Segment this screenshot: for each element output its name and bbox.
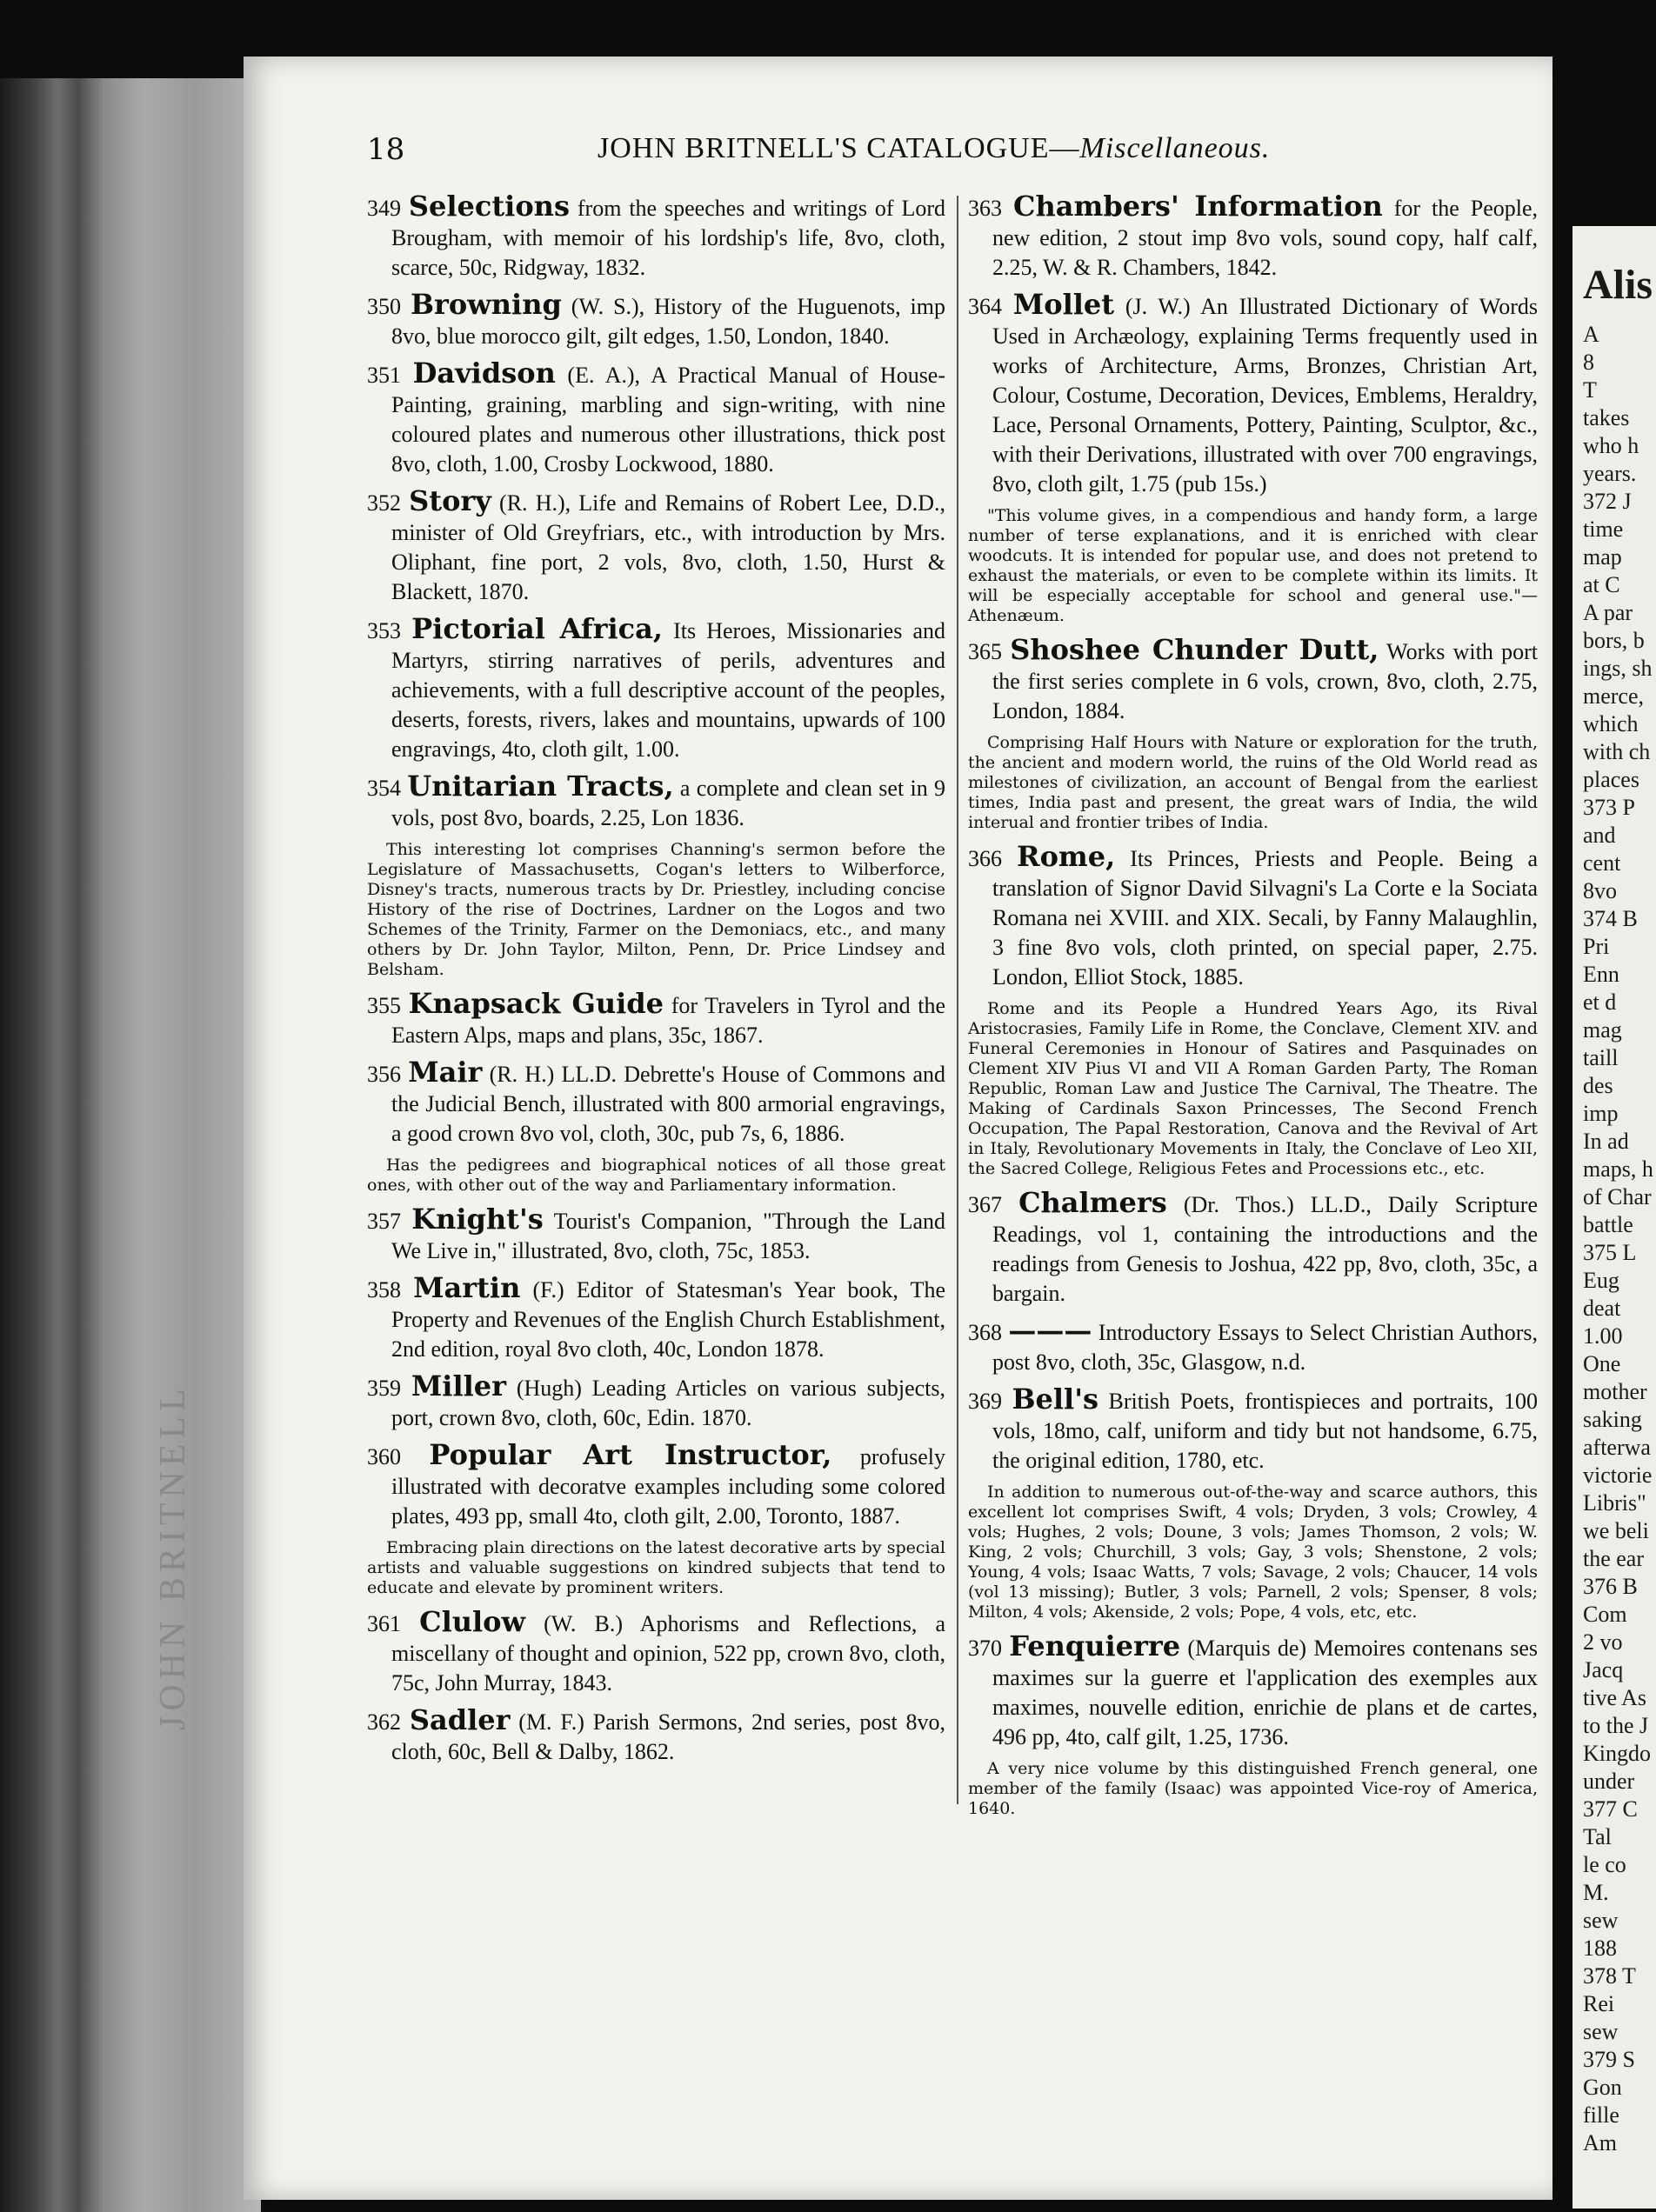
entry-number: 370 (968, 1636, 1002, 1661)
adjacent-page-fragment: 1.00 (1583, 1323, 1623, 1349)
adjacent-page-fragment: Libris" (1583, 1490, 1646, 1516)
adjacent-page-fragment: Pri (1583, 934, 1610, 959)
entry-heading: Browning (410, 288, 562, 321)
adjacent-page-fragment: Tal (1583, 1824, 1612, 1849)
catalogue-entry (367, 290, 945, 351)
adjacent-page-fragment: places (1583, 767, 1639, 792)
adjacent-page-fragment: sew (1583, 1908, 1619, 1933)
entry-number: 362 (367, 1709, 401, 1735)
catalogue-entry (968, 191, 1538, 283)
adjacent-page-fragment: deat (1583, 1296, 1621, 1321)
adjacent-page-fragment: 379 S (1583, 2047, 1635, 2072)
entry-heading: Mollet (1012, 288, 1115, 321)
adjacent-page-fragment: One (1583, 1351, 1621, 1376)
entry-text: profusely illustrated with decoratve examples including some colored plates, 493 pp, small 4to, cloth gilt, 2.00, Toronto, 1887. (391, 1444, 946, 1529)
entry-heading: Knapsack Guide (408, 987, 664, 1020)
entry-text: from the speeches and writings of Lord Brougham, with memoir of his lordship's life, 8vo, cloth, scarce, 50c, Ridgway, 1832. (391, 196, 946, 280)
adjacent-page-fragment: Eug (1583, 1268, 1619, 1293)
adjacent-page-fragment: time (1583, 516, 1624, 542)
adjacent-page-fragment: Alis (1583, 262, 1653, 308)
adjacent-page-fragment: which (1583, 711, 1639, 736)
adjacent-page-fragment: A par (1583, 600, 1633, 625)
adjacent-page-fragment: afterwa (1583, 1435, 1651, 1460)
entry-text: (E. A.), A Practical Manual of House-Painting, graining, marbling and sign-writing, with nine coloured plates and numerous other illustrations, thick post 8vo, cloth, 1.00, Crosby Lockwood, 1880. (391, 363, 946, 476)
entry-number: 365 (968, 639, 1002, 664)
entry-text: (W. B.) Aphorisms and Reflections, a miscellany of thought and opinion, 522 pp, crown 8vo, cloth, 75c, John Murray, 1843. (391, 1611, 946, 1696)
adjacent-page-fragment: years. (1583, 461, 1637, 486)
page-number: 18 (367, 132, 405, 167)
adjacent-page-fragment: 2 vo (1583, 1629, 1623, 1655)
adjacent-page-fragment: 378 T (1583, 1963, 1636, 1989)
entry-text: Its Heroes, Missionaries and Martyrs, stirring narratives of perils, adventures and achievements, with a full descriptive account of the peoples, deserts, forests, rivers, lakes and mountains, upwards of 100 engravings, 4to, cloth gilt, 1.00. (391, 618, 945, 762)
entry-number: 356 (367, 1062, 401, 1087)
adjacent-page-fragment: cent (1583, 850, 1621, 876)
entry-note: Embracing plain directions on the latest decorative arts by special artists and valuable suggestions on kindred subjects that tend to educate and elevate by prominent writers. (367, 1538, 945, 1597)
catalogue-entry (968, 290, 1538, 499)
running-title-italic: Miscellaneous. (1079, 132, 1271, 164)
entry-heading: Clulow (419, 1605, 526, 1638)
adjacent-page-fragment: maps, h (1583, 1156, 1653, 1182)
adjacent-page-fragment: the ear (1583, 1546, 1645, 1571)
adjacent-page-fragment: 8vo (1583, 878, 1617, 903)
entry-heading: Bell's (1012, 1382, 1099, 1416)
entry-heading: Shoshee Chunder Dutt, (1010, 633, 1379, 666)
catalogue-entry (968, 1188, 1538, 1309)
adjacent-page-fragment: le co (1583, 1852, 1626, 1877)
adjacent-page-fragment: fille (1583, 2102, 1619, 2128)
catalogue-entry (367, 989, 945, 1050)
entry-number: 368 (968, 1320, 1002, 1345)
adjacent-page-fragment: Kingdo (1583, 1741, 1651, 1766)
adjacent-page-fragment: 377 C (1583, 1796, 1638, 1822)
adjacent-page-fragment: taill (1583, 1045, 1619, 1070)
adjacent-page-fragment: and (1583, 823, 1616, 848)
entry-number: 360 (367, 1444, 401, 1469)
adjacent-page-fragment: et d (1583, 989, 1617, 1015)
catalogue-entry (968, 842, 1538, 992)
entry-heading: Selections (408, 190, 570, 223)
entry-note: "This volume gives, in a compendious and handy form, a large number of terse explanations, and it is enriched with clear woodcuts. It is intended for popular use, and does not pretend to exhaust the materials, or even to be complete within its limits. It will be especially acceptable for school and general use."—Athenæum. (968, 506, 1538, 625)
page-header (367, 132, 1532, 176)
entry-text: (F.) Editor of Statesman's Year book, The Property and Revenues of the English Church Establishment, 2nd edition, royal 8vo cloth, 40c, London 1878. (391, 1277, 945, 1362)
adjacent-page-fragment: takes (1583, 405, 1630, 430)
adjacent-page-fragment: tive As (1583, 1685, 1646, 1710)
entry-text: a complete and clean set in 9 vols, post 8vo, boards, 2.25, Lon 1836. (391, 776, 945, 830)
catalogue-entry (968, 1631, 1538, 1752)
adjacent-page-fragment: of Char (1583, 1184, 1652, 1209)
adjacent-page-fragment: ings, sh (1583, 656, 1653, 681)
entry-note: This interesting lot comprises Channing's sermon before the Legislature of Massachusetts, Cogan's letters to Wilberforce, Disney's tracts, numerous tracts by Dr. Priestley, including concise History of the rise of Doctrines, Lardner on the Logos and two Schemes of the Trinity, Farmer on the Demoniacs, etc., and many others by Dr. John Taylor, Milton, Penn, Dr. Price Lindsey and Belsham. (367, 840, 945, 979)
entry-note: Comprising Half Hours with Nature or exploration for the truth, the ancient and modern world, the ruins of the Old World read as milestones of civilization, an account of Bengal from the earliest times, India past and present, the great wars of India, the wild interual and frontier tribes of India. (968, 733, 1538, 832)
entry-number: 359 (367, 1376, 401, 1401)
catalogue-entry (367, 486, 945, 607)
adjacent-page-fragment: 375 L (1583, 1240, 1637, 1265)
adjacent-page-fragment: who h (1583, 433, 1639, 458)
adjacent-page-fragment: at C (1583, 572, 1620, 597)
entry-text: (M. F.) Parish Sermons, 2nd series, post 8vo, cloth, 60c, Bell & Dalby, 1862. (391, 1709, 946, 1764)
catalogue-entry (367, 191, 945, 283)
adjacent-page-fragment: Com (1583, 1602, 1627, 1627)
entry-text: for Travelers in Tyrol and the Eastern Alps, maps and plans, 35c, 1867. (391, 993, 946, 1048)
adjacent-page-fragment: Enn (1583, 962, 1619, 987)
adjacent-page-fragment: M. (1583, 1880, 1609, 1905)
running-title-text: JOHN BRITNELL'S CATALOGUE— (598, 132, 1080, 164)
adjacent-page-fragment: 374 B (1583, 906, 1638, 931)
entry-note: A very nice volume by this distinguished French general, one member of the family (Isaac) was appointed Vice-roy of America, 1640. (968, 1759, 1538, 1818)
entry-heading: Fenquierre (1009, 1629, 1181, 1662)
adjacent-page-fragment: map (1583, 544, 1622, 570)
entry-number: 363 (968, 196, 1002, 221)
entry-heading: Unitarian Tracts, (407, 770, 674, 803)
entry-text: (Marquis de) Memoires contenans ses maximes sur la guerre et l'application des exemples aux maximes, nouvelle edition, enrichie de plans et de cartes, 496 pp, 4to, calf gilt, 1.25, 1736. (992, 1636, 1538, 1749)
entry-heading: Davidson (412, 356, 556, 390)
entry-number: 358 (367, 1277, 401, 1303)
entry-heading: Chambers' Information (1013, 190, 1383, 223)
entry-note: Rome and its People a Hundred Years Ago, its Rival Aristocrasies, Family Life in Rome, the Conclave, Clement XIV. and Funeral Ceremonies in Honour of Satires and Pasquinades on Clement XIV Pius VI and VII A Roman Garden Party, The Roman Republic, Roman Law and Justice The Carnival, The Theatre. The Making of Cardinals Saxon Princesses, The Second French Occupation, The Papal Restoration, Canova and the Revival of Art in Italy, Revolutionary Movements in Italy, the Conclave of Leo XII, the Sacred College, Religious Fetes and Processions etc., etc. (968, 999, 1538, 1178)
entry-heading: Story (409, 484, 491, 517)
entry-text: (Hugh) Leading Articles on various subjects, port, crown 8vo, cloth, 60c, Edin. 1870. (391, 1376, 946, 1430)
entry-number: 350 (367, 294, 401, 319)
adjacent-page-fragment: sew (1583, 2019, 1619, 2044)
entry-number: 354 (367, 776, 401, 801)
catalogue-entry (367, 1371, 945, 1433)
entry-text: (J. W.) An Illustrated Dictionary of Words Used in Archæology, explaining Terms frequently used in works of Architecture, Arms, Bronzes, Christian Art, Colour, Costume, Decoration, Devices, Emblems, Heraldry, Lace, Personal Ornaments, Pottery, Painting, Sculptor, &c., with their Derivations, illustrated with over 700 engravings, 8vo, cloth gilt, 1.75 (pub 15s.) (992, 294, 1539, 496)
entry-heading: Sadler (409, 1703, 511, 1736)
entry-note: Has the pedigrees and biographical notices of all those great ones, with other out of the way and Parliamentary information. (367, 1156, 945, 1195)
column-divider (957, 196, 958, 1804)
adjacent-page-fragment: battle (1583, 1212, 1633, 1237)
catalogue-entry (367, 1057, 945, 1149)
adjacent-page-fragment: we beli (1583, 1518, 1649, 1543)
entry-note: In addition to numerous out-of-the-way and scarce authors, this excellent lot comprises Swift, 4 vols; Dryden, 3 vols; Crowley, 4 vols; Hughes, 2 vols; Doune, 3 vols; James Thomson, 2 vols; W. King, 2 vols; Churchill, 3 vols; Gay, 3 vols; Shenstone, 2 vols; Young, 4 vols; Isaac Watts, 7 vols; Savage, 2 vols; Chaucer, 14 vols (vol 13 missing); Butler, 3 vols; Parnell, 2 vols; Spenser, 8 vols; Milton, 4 vols; Akenside, 2 vols; Pope, 4 vols, etc, etc. (968, 1482, 1538, 1622)
entry-text: Its Princes, Priests and People. Being a translation of Signor David Silvagni's La Corte e la Sociata Romana nei XVIII. and XIX. Secali, by Fanny Malaughlin, 3 fine 8vo vols, cloth printed, on special paper, 2.75. London, Elliot Stock, 1885. (992, 846, 1538, 989)
entry-heading: ——— (1008, 1314, 1092, 1347)
adjacent-page-fragment: saking (1583, 1407, 1642, 1432)
adjacent-page-fragment: 188 (1583, 1936, 1617, 1961)
catalogue-entry (968, 1384, 1538, 1476)
adjacent-page (1573, 226, 1656, 2209)
adjacent-page-fragment: imp (1583, 1101, 1619, 1126)
catalogue-entry (968, 635, 1538, 726)
entry-heading: Rome, (1016, 840, 1116, 873)
catalogue-entry (367, 1273, 945, 1364)
entry-text: (Dr. Thos.) LL.D., Daily Scripture Readings, vol 1, containing the introductions and the readings from Genesis to Joshua, 422 pp, 8vo, cloth, 35c, a bargain. (992, 1192, 1539, 1306)
adjacent-page-fragment: to the J (1583, 1713, 1649, 1738)
entry-text: (R. H.), Life and Remains of Robert Lee, D.D., minister of Old Greyfriars, etc., with introduction by Mrs. Oliphant, fine port, 2 vols, 8vo, cloth, 1.50, Hurst & Blackett, 1870. (391, 490, 946, 604)
adjacent-page-fragment: 8 (1583, 350, 1594, 375)
entry-number: 361 (367, 1611, 401, 1636)
entry-text: (W. S.), History of the Huguenots, imp 8vo, blue morocco gilt, gilt edges, 1.50, London, 1840. (391, 294, 946, 349)
entry-text: British Poets, frontispieces and portraits, 100 vols, 18mo, calf, uniform and tidy but not handsome, 6.75, the original edition, 1780, etc. (992, 1389, 1539, 1473)
adjacent-page-fragment: T (1583, 377, 1597, 403)
adjacent-page-fragment: mag (1583, 1017, 1622, 1043)
book-edge (0, 78, 261, 2212)
catalogue-entry (367, 1440, 945, 1531)
adjacent-page-fragment: In ad (1583, 1129, 1629, 1154)
catalogue-entry (367, 358, 945, 479)
adjacent-page-fragment: under (1583, 1769, 1635, 1794)
entry-heading: Mair (408, 1056, 483, 1089)
catalogue-entry (367, 614, 945, 764)
entry-text: (R. H.) LL.D. Debrette's House of Commons and the Judicial Bench, illustrated with 800 armorial engravings, a good crown 8vo vol, cloth, 30c, pub 7s, 6, 1886. (391, 1062, 946, 1146)
right-column (968, 191, 1538, 1828)
entry-text: for the People, new edition, 2 stout imp 8vo vols, sound copy, half calf, 2.25, W. & R. Chambers, 1842. (992, 196, 1539, 280)
adjacent-page-fragment: des (1583, 1073, 1613, 1098)
entry-heading: Popular Art Instructor, (429, 1438, 832, 1471)
entry-number: 351 (367, 363, 401, 388)
catalogue-entry (367, 1204, 945, 1266)
adjacent-page-fragment: 372 J (1583, 489, 1632, 514)
adjacent-page-fragment: merce, (1583, 683, 1645, 709)
adjacent-page-fragment: mother (1583, 1379, 1647, 1404)
catalogue-entry (968, 1316, 1538, 1377)
left-column (367, 191, 945, 1774)
entry-heading: Pictorial Africa, (411, 612, 663, 645)
entry-number: 349 (367, 196, 401, 221)
entry-heading: Miller (411, 1369, 506, 1402)
adjacent-page-fragment: Am (1583, 2130, 1617, 2155)
adjacent-page-fragment: with ch (1583, 739, 1651, 764)
entry-number: 367 (968, 1192, 1002, 1217)
entry-heading: Chalmers (1018, 1186, 1167, 1219)
entry-number: 357 (367, 1209, 401, 1234)
adjacent-page-fragment: bors, b (1583, 628, 1645, 653)
entry-text: Works with port the first series complete in 6 vols, crown, 8vo, cloth, 2.75, London, 1884. (992, 639, 1539, 723)
catalogue-entry (367, 771, 945, 833)
catalogue-entry (367, 1705, 945, 1767)
catalogue-entry (367, 1607, 945, 1698)
adjacent-page-fragment: A (1583, 322, 1599, 347)
adjacent-page-fragment: 373 P (1583, 795, 1635, 820)
adjacent-page-fragment: 376 B (1583, 1574, 1638, 1599)
entry-number: 364 (968, 294, 1002, 319)
adjacent-page-fragment: victorie (1583, 1462, 1653, 1488)
entry-number: 352 (367, 490, 401, 516)
entry-number: 366 (968, 846, 1002, 871)
adjacent-page-fragment: Rei (1583, 1991, 1615, 2016)
entry-heading: Martin (413, 1271, 521, 1304)
entry-number: 355 (367, 993, 401, 1018)
running-title (598, 132, 1270, 165)
entry-heading: Knight's (411, 1203, 544, 1236)
entry-text: Tourist's Companion, "Through the Land We Live in," illustrated, 8vo, cloth, 75c, 1853. (391, 1209, 946, 1263)
entry-text: Introductory Essays to Select Christian Authors, post 8vo, cloth, 35c, Glasgow, n.d. (992, 1320, 1539, 1375)
adjacent-page-fragment: Gon (1583, 2075, 1622, 2100)
entry-number: 353 (367, 618, 401, 643)
spine-text: JOHN BRITNELL (153, 1383, 193, 1730)
entry-number: 369 (968, 1389, 1002, 1414)
adjacent-page-fragment: Jacq (1583, 1657, 1624, 1682)
